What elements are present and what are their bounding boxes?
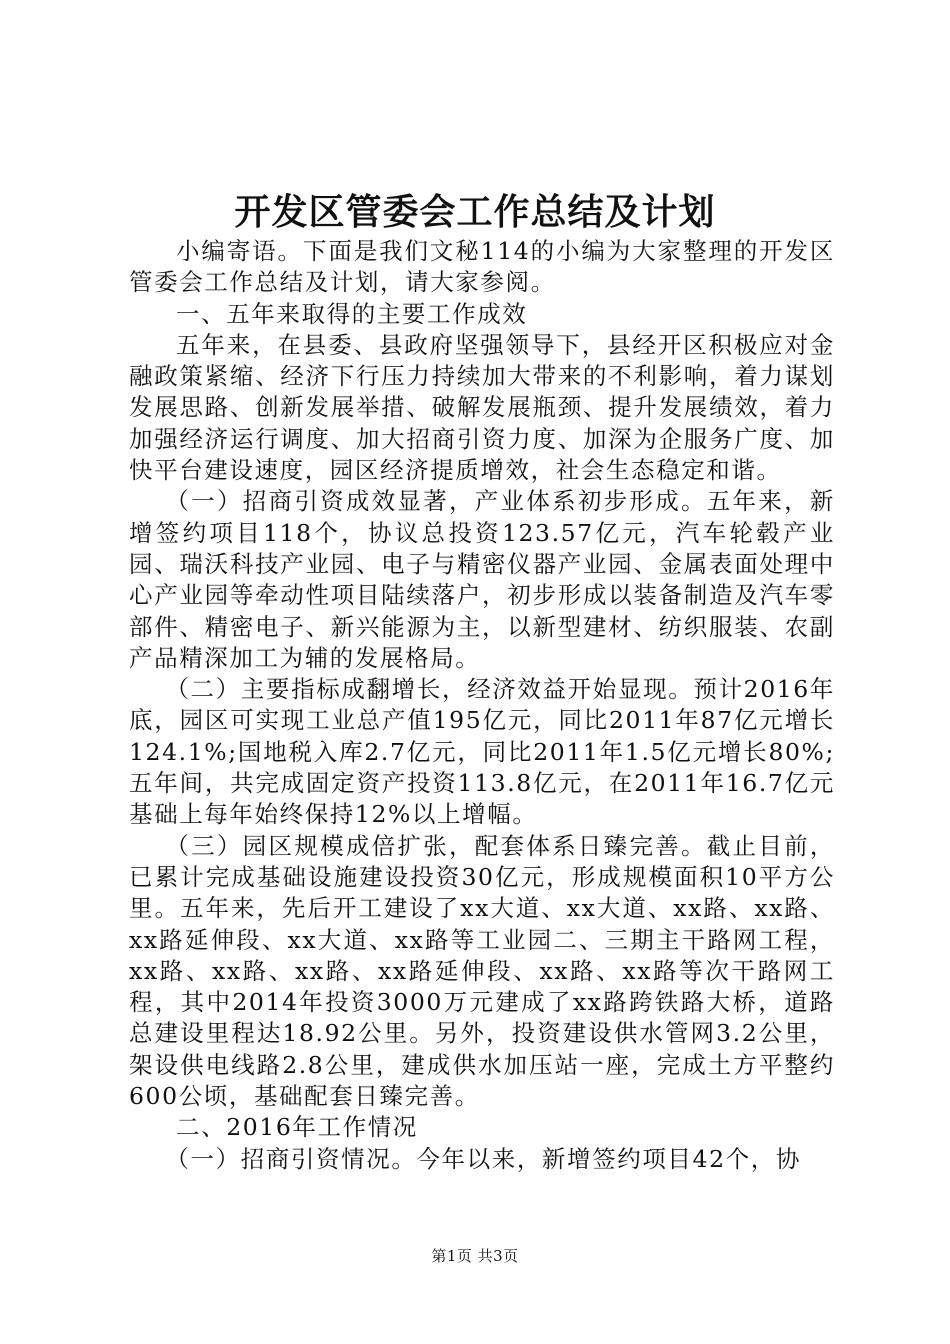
page-number-footer: 第1页 共3页 [431,1247,519,1265]
section-heading-2016: 二、2016年工作情况 [176,1113,418,1142]
investment-paragraph: （一）招商引资成效显著，产业体系初步形成。五年来，新增签约项目118个，协议总投资123.57亿元，汽车轮毂产业园、瑞沃科技产业园、电子与精密仪器产业园、金属表面处理中心产业园等牵动性项目陆续落户，初步形成以装备制造及汽车零部件、精密电子、新兴能源为主，以新型建材、纺织服装、农副产品精深加工为辅的发展格局。 [129,487,835,672]
infrastructure-paragraph: （三）园区规模成倍扩张，配套体系日臻完善。截止目前，已累计完成基础设施建设投资30亿元，形成规模面积10平方公里。五年来，先后开工建设了xx大道、xx大道、xx路、xx路、xx路延伸段、xx大道、xx路等工业园二、三期主干路网工程，xx路、xx路、xx路、xx路延伸段、xx路、xx路等次干路网工程，其中2014年投资3000万元建成了xx路跨铁路大桥，道路总建设里程达18.92公里。另外，投资建设供水管网3.2公里，架设供电线路2.8公里，建成供水加压站一座，完成土方平整约600公顷，基础配套日臻完善。 [129,831,835,1111]
document-body [129,236,835,1175]
document-title: 开发区管委会工作总结及计划 [234,191,716,233]
section-heading-achievements: 一、五年来取得的主要工作成效 [176,299,528,328]
overview-paragraph: 五年来，在县委、县政府坚强领导下，县经开区积极应对金融政策紧缩、经济下行压力持续加大带来的不利影响，着力谋划发展思路、创新发展举措、破解发展瓶颈、提升发展绩效，着力加强经济运行调度、加大招商引资力度、加深为企服务广度、加快平台建设速度，园区经济提质增效，社会生态稳定和谐。 [129,330,835,485]
investment-2016-paragraph: （一）招商引资情况。今年以来，新增签约项目42个，协 [165,1144,801,1173]
indicators-paragraph: （二）主要指标成翻增长，经济效益开始显现。预计2016年底，园区可实现工业总产值195亿元，同比2011年87亿元增长124.1%;国地税入库2.7亿元，同比2011年1.5亿元增长80%;五年间，共完成固定资产投资113.8亿元，在2011年16.7亿元基础上每年始终保持12%以上增幅。 [129,675,835,829]
intro-paragraph: 小编寄语。下面是我们文秘114的小编为大家整理的开发区管委会工作总结及计划，请大家参阅。 [129,237,835,297]
